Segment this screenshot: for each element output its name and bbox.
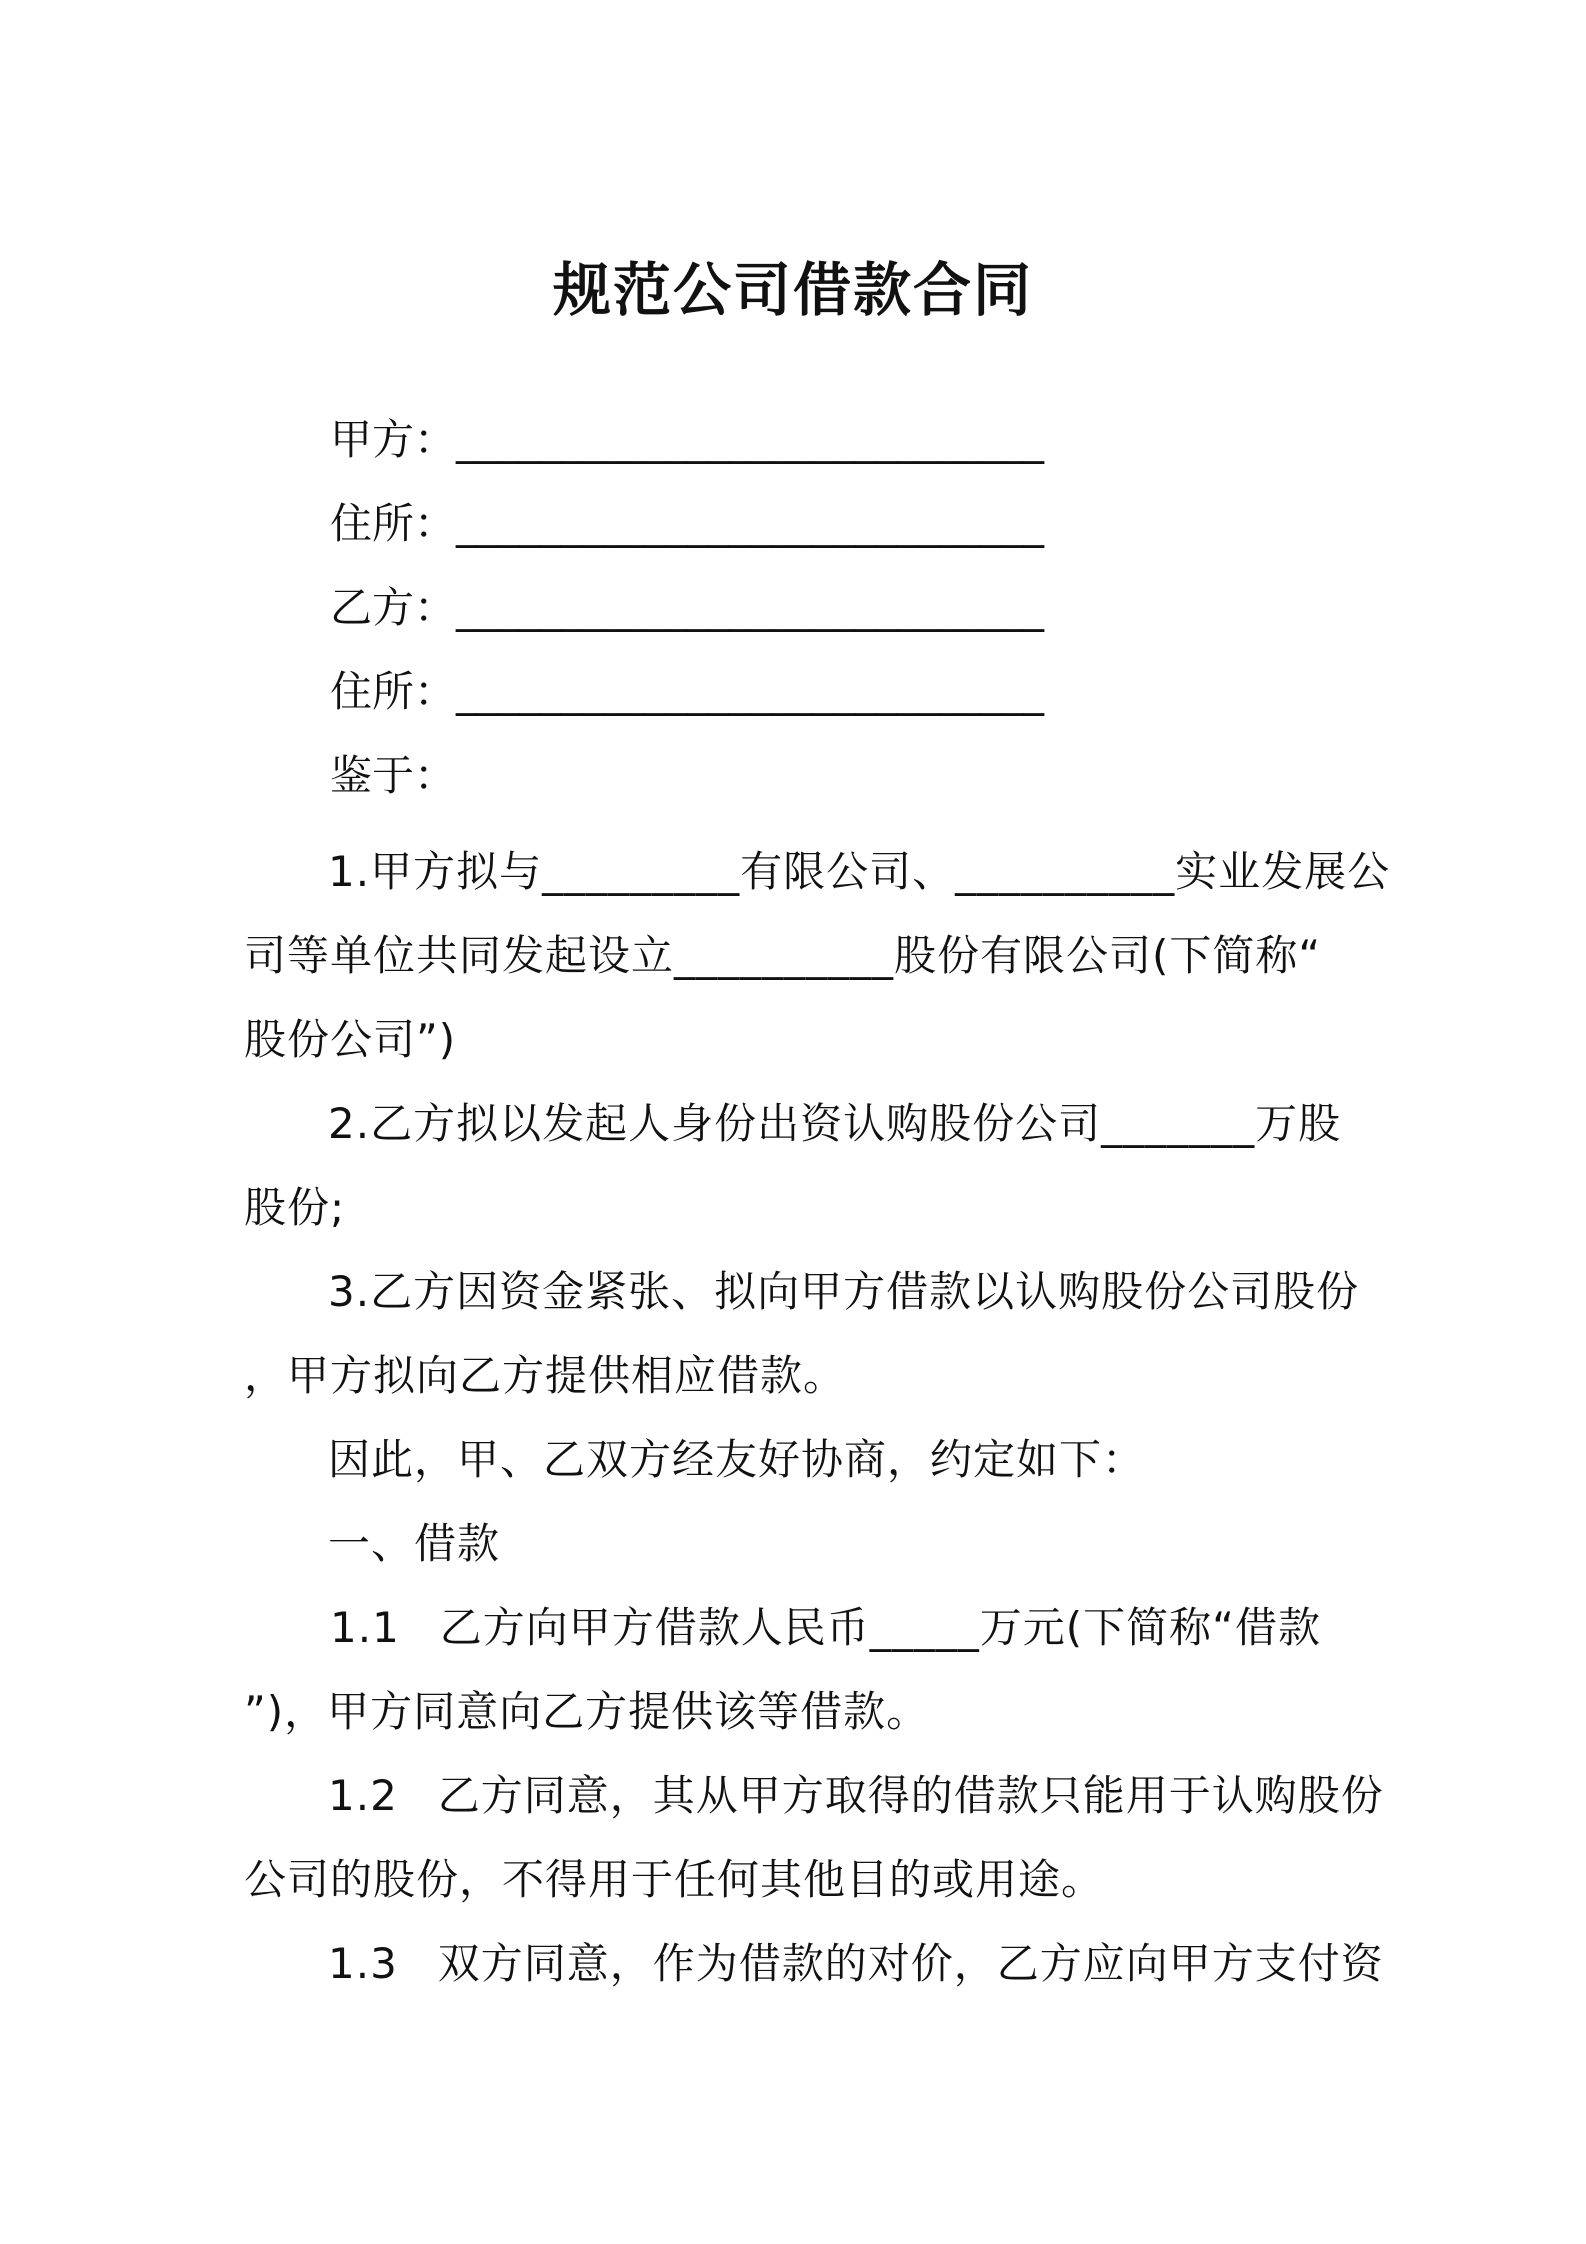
- party-b-blank: ____________________________: [456, 583, 1045, 632]
- article-1-1-number: 1.1: [330, 1603, 400, 1652]
- article-1-3-number: 1.3: [328, 1939, 398, 1988]
- section-1-heading: 一、借款: [328, 1519, 501, 1568]
- party-b-address-blank: ____________________________: [456, 667, 1045, 716]
- party-a-blank: ____________________________: [456, 415, 1045, 464]
- article-1-3-text: 双方同意，作为借款的对价，乙方应向甲方支付资: [437, 1939, 1384, 1988]
- clause-1-line-1: 1.甲方拟与_________有限公司、__________实业发展公: [328, 847, 1391, 896]
- party-a-address-line: [330, 494, 1044, 554]
- clause-2-line-2: 股份;: [244, 1183, 346, 1232]
- party-a-label: 甲方：: [330, 415, 457, 464]
- party-b-label: 乙方：: [330, 583, 457, 632]
- clause-3-line-2: ，甲方拟向乙方提供相应借款。: [244, 1351, 847, 1400]
- contract-body: [244, 830, 1391, 2006]
- party-a-address-label: 住所：: [330, 499, 457, 548]
- party-b-address-line: [330, 662, 1044, 722]
- party-a-address-blank: ____________________________: [456, 499, 1045, 548]
- article-1-2-line-2: 公司的股份，不得用于任何其他目的或用途。: [244, 1855, 1105, 1904]
- clause-1-line-3: 股份公司”): [244, 1015, 457, 1064]
- article-1-1-text: 乙方向甲方借款人民币_____万元(下简称“借款: [439, 1603, 1321, 1652]
- article-1-1-line-1: [244, 1586, 1352, 1670]
- article-1-2-number: 1.2: [328, 1771, 398, 1820]
- party-b-line: [330, 578, 1044, 638]
- whereas-heading: 鉴于：: [330, 751, 457, 800]
- clause-2-line-1: 2.乙方拟以发起人身份出资认购股份公司_______万股: [328, 1099, 1342, 1148]
- document-title: 规范公司借款合同: [552, 256, 1033, 324]
- party-b-address-label: 住所：: [330, 667, 457, 716]
- clause-3-line-1: 3.乙方因资金紧张、拟向甲方借款以认购股份公司股份: [328, 1267, 1360, 1316]
- party-a-line: [330, 410, 1044, 470]
- article-1-2-text: 乙方同意，其从甲方取得的借款只能用于认购股份: [437, 1771, 1384, 1820]
- agreement-intro: 因此，甲、乙双方经友好协商，约定如下：: [328, 1435, 1146, 1484]
- article-1-3-line-1: [244, 1922, 1384, 2006]
- article-1-2-line-1: [244, 1754, 1384, 1838]
- clause-1-line-2: 司等单位共同发起设立__________股份有限公司(下简称“: [244, 931, 1322, 980]
- article-1-1-line-2: ”)，甲方同意向乙方提供该等借款。: [244, 1687, 930, 1736]
